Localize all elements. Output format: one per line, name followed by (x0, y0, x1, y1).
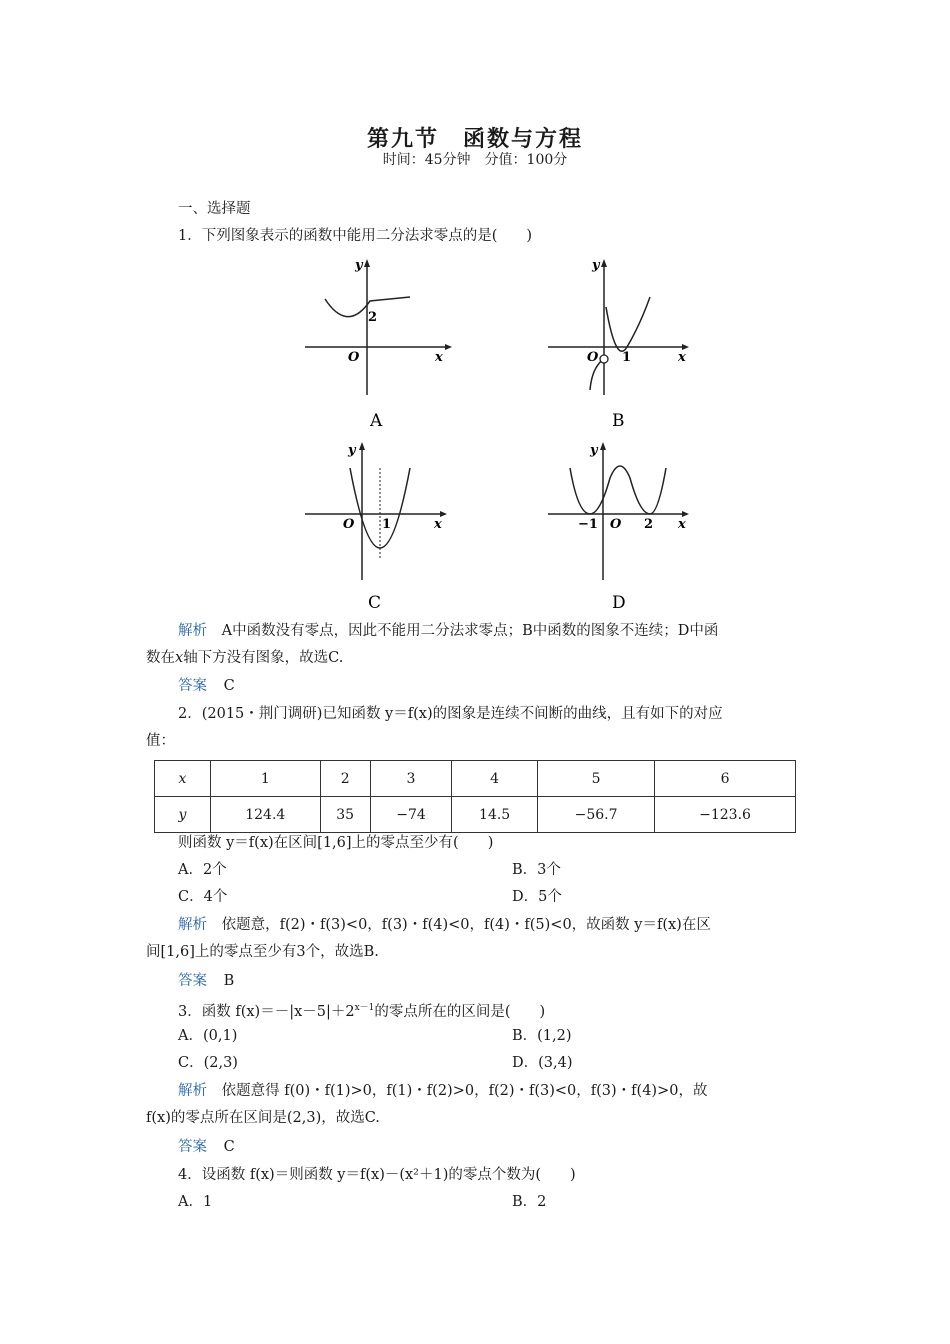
page-title: 第九节 函数与方程 (366, 126, 583, 152)
question-2-stem-2: 值： (146, 733, 175, 749)
q2-analysis-2: 间[1,6]上的零点至少有3个，故选B. (146, 944, 379, 960)
graph-d-y-label: y (590, 443, 598, 458)
graph-d (540, 438, 700, 618)
graph-a-origin-label: O (348, 350, 360, 365)
q3-option-d: D．(3,4) (512, 1055, 573, 1071)
graph-b-origin-label: O (587, 350, 599, 365)
table-cell: −123.6 (655, 797, 796, 833)
q1-analysis-text-2b: 轴下方没有图象，故选C. (183, 650, 344, 666)
graph-c-y-label: y (348, 443, 356, 458)
table-cell: −56.7 (538, 797, 655, 833)
graph-b (540, 255, 700, 435)
q1-analysis-2 (146, 648, 343, 668)
table-cell: −74 (370, 797, 451, 833)
q1-answer-value: C (223, 678, 235, 694)
q1-analysis-1 (178, 621, 718, 641)
question-1-stem: 1．下列图象表示的函数中能用二分法求零点的是( ) (178, 228, 533, 244)
q3-stem-b: 的零点所在的区间是( ) (374, 1003, 546, 1020)
table-header-y: y (155, 797, 211, 833)
q3-stem-a: 3．函数 f(x)＝－|x－5|＋2 (178, 1003, 355, 1020)
graph-a-caption: A (370, 411, 383, 431)
graph-c-one-label: 1 (382, 517, 392, 532)
question-2-stem-1: 2．(2015・荆门调研)已知函数 y＝f(x)的图象是连续不间断的曲线，且有如下的对应 (178, 706, 723, 722)
q3-analysis-label: 解析 (178, 1083, 207, 1099)
table-cell: 1 (211, 761, 321, 797)
graph-c-x-label: x (434, 517, 442, 532)
q2-option-c: C．4个 (178, 889, 228, 905)
graph-a-y-label: y (355, 258, 363, 273)
question-2-question: 则函数 y＝f(x)在区间[1,6]上的零点至少有( ) (178, 835, 494, 851)
q3-option-a: A．(0,1) (178, 1028, 238, 1044)
q3-analysis-text-1: 依题意得 f(0)・f(1)>0，f(1)・f(2)>0，f(2)・f(3)<0，f(3)・f(4)>0，故 (221, 1083, 708, 1099)
graph-c-origin-label: O (343, 517, 355, 532)
graph-d-two-label: 2 (644, 517, 654, 532)
q3-option-b: B．(1,2) (512, 1028, 572, 1044)
table-row (155, 797, 796, 833)
table-cell: 35 (320, 797, 370, 833)
q3-stem-exponent: x－1 (354, 1003, 375, 1013)
value-table (154, 760, 796, 833)
graph-b-x-label: x (678, 350, 686, 365)
time-score-info: 时间：45分钟 分值：100分 (382, 152, 568, 168)
q1-analysis-text-2a: 数在 (146, 650, 175, 666)
q2-answer-label: 答案 (178, 973, 207, 989)
table-cell: 3 (370, 761, 451, 797)
q1-answer-label: 答案 (178, 678, 207, 694)
table-row (155, 761, 796, 797)
q3-analysis-1 (178, 1081, 707, 1101)
q2-option-b: B．3个 (512, 862, 561, 878)
table-cell: 5 (538, 761, 655, 797)
q3-answer-label: 答案 (178, 1139, 207, 1155)
q1-analysis-label: 解析 (178, 623, 207, 639)
graph-a-x-label: x (435, 350, 443, 365)
graph-a (300, 255, 460, 435)
q2-analysis-text-1: 依题意，f(2)・f(3)<0，f(3)・f(4)<0，f(4)・f(5)<0，故函数 y＝f(x)在区 (221, 917, 711, 933)
question-4-stem: 4．设函数 f(x)＝则函数 y＝f(x)－(x²＋1)的零点个数为( ) (178, 1167, 576, 1183)
q3-option-c: C．(2,3) (178, 1055, 238, 1071)
table-cell: 2 (320, 761, 370, 797)
q2-answer-value: B (223, 973, 235, 989)
q4-option-b: B．2 (512, 1194, 547, 1210)
graph-d-x-label: x (678, 517, 686, 532)
q2-option-d: D．5个 (512, 889, 562, 905)
q2-analysis-1 (178, 915, 711, 935)
table-cell: 4 (452, 761, 538, 797)
q1-answer (178, 676, 235, 696)
graph-d-caption: D (612, 593, 626, 613)
table-cell: 6 (655, 761, 796, 797)
q4-option-a: A．1 (178, 1194, 213, 1210)
graph-d-neg-one-label: −1 (578, 517, 598, 532)
graph-d-origin-label: O (610, 517, 622, 532)
graph-c (300, 438, 460, 618)
q2-analysis-label: 解析 (178, 917, 207, 933)
table-cell: 14.5 (452, 797, 538, 833)
table-header-x: x (155, 761, 211, 797)
section-heading: 一、选择题 (178, 201, 251, 217)
q2-answer (178, 971, 234, 991)
graph-b-one-label: 1 (622, 350, 632, 365)
question-3-stem (178, 998, 545, 1022)
q2-option-a: A．2个 (178, 862, 227, 878)
q3-analysis-2: f(x)的零点所在区间是(2,3)，故选C. (146, 1110, 380, 1126)
q1-analysis-var: x (175, 650, 184, 666)
q1-analysis-text-1: A中函数没有零点，因此不能用二分法求零点；B中函数的图象不连续；D中函 (221, 623, 719, 639)
table-cell: 124.4 (211, 797, 321, 833)
graph-a-value-label: 2 (368, 310, 378, 325)
graph-b-y-label: y (592, 258, 600, 273)
q3-answer-value: C (223, 1139, 235, 1155)
graph-c-caption: C (368, 593, 382, 613)
graph-b-caption: B (612, 411, 625, 431)
q3-answer (178, 1137, 235, 1157)
